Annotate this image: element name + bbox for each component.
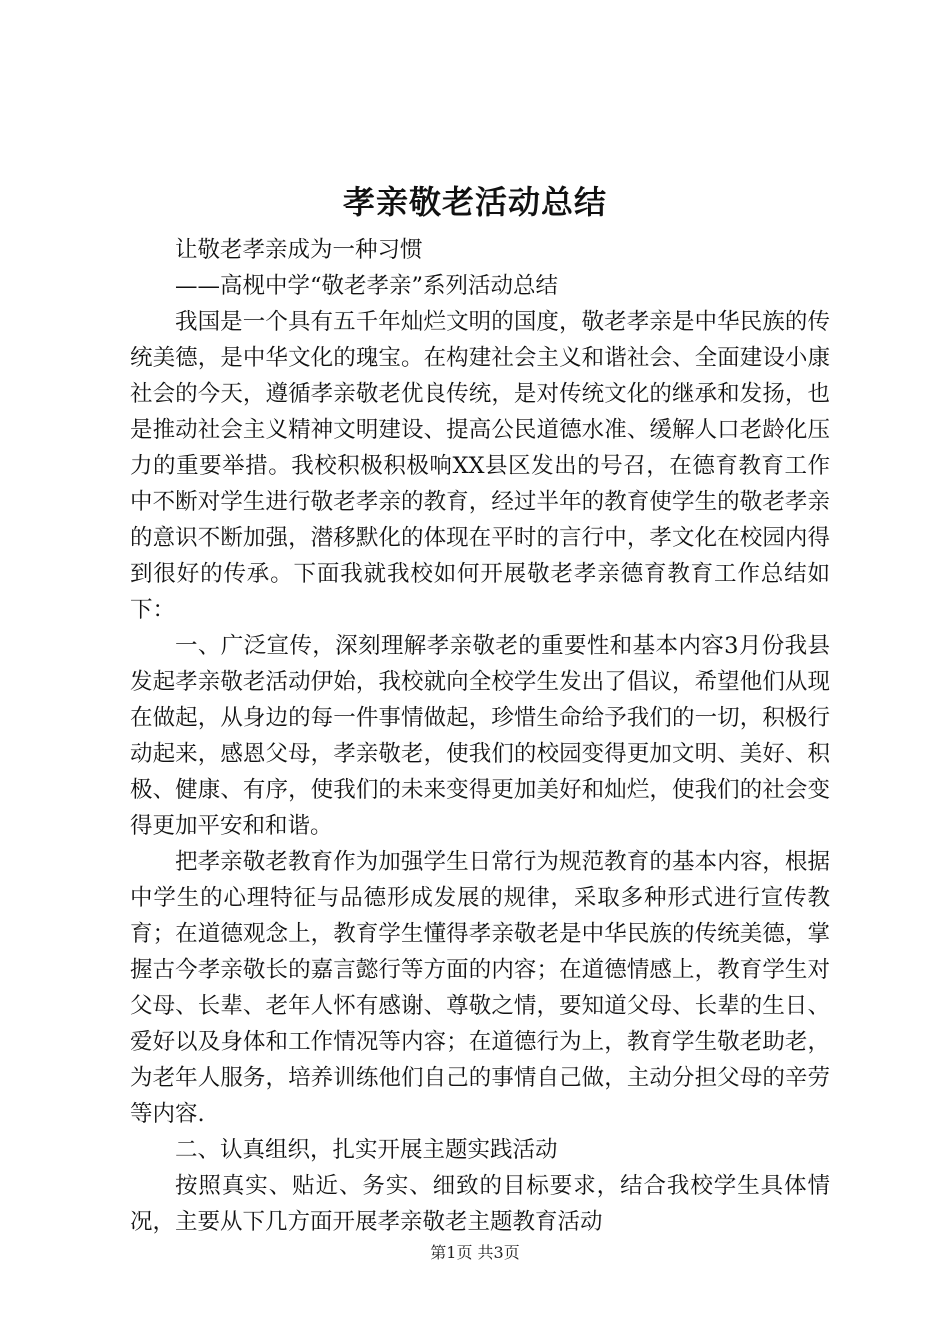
document-body <box>130 232 830 1240</box>
subtitle-line: 让敬老孝亲成为一种习惯 <box>175 237 423 263</box>
section-two-heading: 二、认真组织，扎实开展主题实践活动 <box>175 1137 558 1163</box>
section-one-paragraph: 一、广泛宣传，深刻理解孝亲敬老的重要性和基本内容3月份我县发起孝亲敬老活动伊始，我校就向全校学生发出了倡议，希望他们从现在做起，从身边的每一件事情做起，珍惜生命给予我们的一切，积极行动起来，感恩父母，孝亲敬老，使我们的校园变得更加文明、美好、积极、健康、有序，使我们的未来变得更加美好和灿烂，使我们的社会变得更加平安和和谐。 <box>130 633 830 839</box>
activities-paragraph: 按照真实、贴近、务实、细致的目标要求，结合我校学生具体情况，主要从下几方面开展孝亲敬老主题教育活动 <box>130 1173 830 1235</box>
intro-paragraph: 我国是一个具有五千年灿烂文明的国度，敬老孝亲是中华民族的传统美德，是中华文化的瑰宝。在构建社会主义和谐社会、全面建设小康社会的今天，遵循孝亲敬老优良传统，是对传统文化的继承和发扬，也是推动社会主义精神文明建设、提高公民道德水准、缓解人口老龄化压力的重要举措。我校积极积极响XX县区发出的号召，在德育教育工作中不断对学生进行敬老孝亲的教育，经过半年的教育使学生的敬老孝亲的意识不断加强，潜移默化的体现在平时的言行中，孝文化在校园内得到很好的传承。下面我就我校如何开展敬老孝亲德育教育工作总结如下： <box>130 309 830 623</box>
page-number-footer: 第1页 共3页 <box>430 1243 520 1262</box>
document-title: 孝亲敬老活动总结 <box>342 183 607 221</box>
subtitle-source-line: ——高枧中学“敬老孝亲”系列活动总结 <box>175 273 559 299</box>
education-content-paragraph: 把孝亲敬老教育作为加强学生日常行为规范教育的基本内容，根据中学生的心理特征与品德形成发展的规律，采取多种形式进行宣传教育；在道德观念上，教育学生懂得孝亲敬老是中华民族的传统美德，掌握古今孝亲敬长的嘉言懿行等方面的内容；在道德情感上，教育学生对父母、长辈、老年人怀有感谢、尊敬之情，要知道父母、长辈的生日、爱好以及身体和工作情况等内容；在道德行为上，教育学生敬老助老，为老年人服务，培养训练他们自己的事情自己做，主动分担父母的辛劳等内容. <box>130 849 830 1127</box>
